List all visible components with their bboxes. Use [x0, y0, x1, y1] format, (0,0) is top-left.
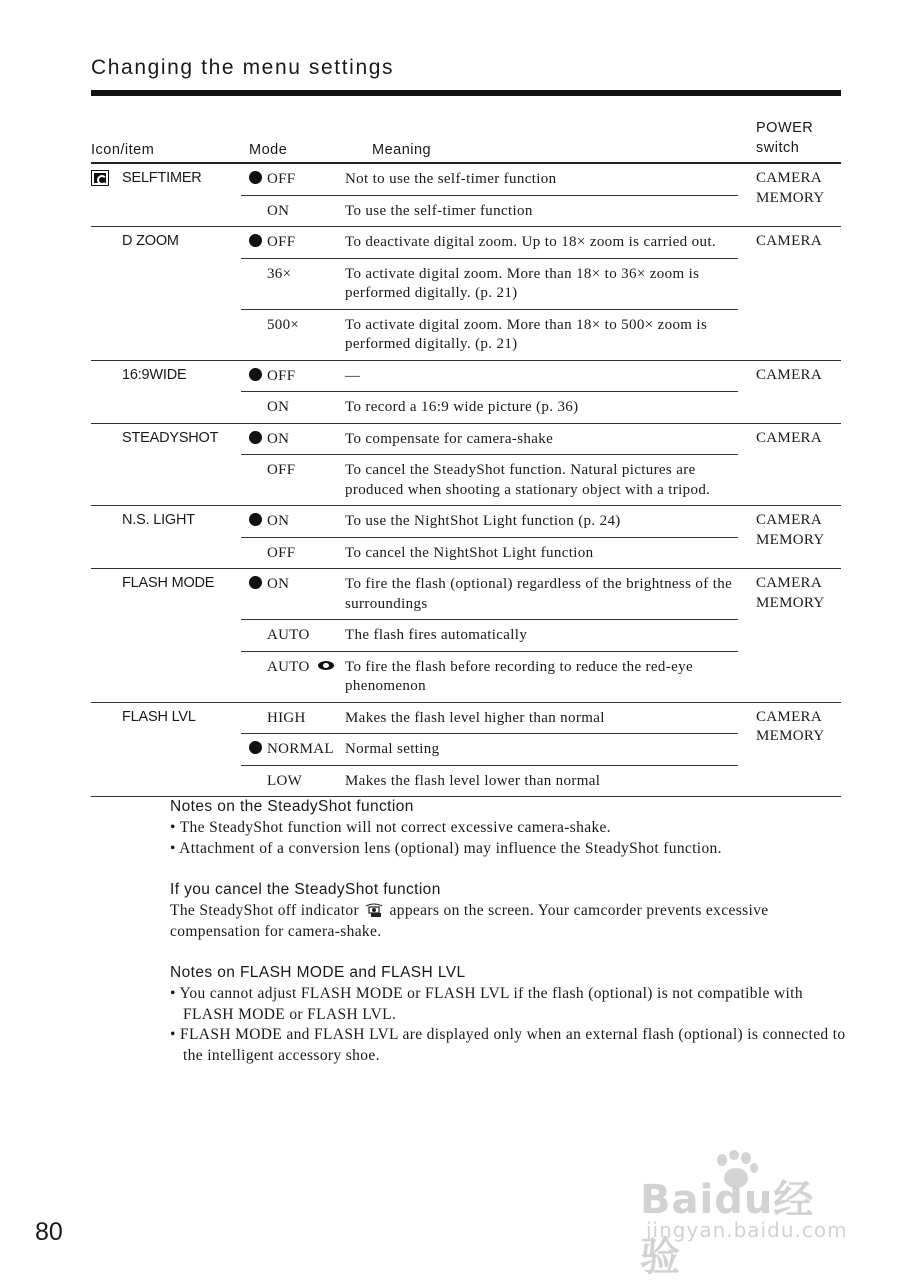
power-switch	[756, 169, 824, 208]
default-dot-icon	[249, 513, 262, 526]
power-mode: CAMERA	[756, 233, 822, 249]
page-title: Changing the menu settings	[91, 56, 395, 79]
meaning-cell: Makes the flash level higher than normal	[345, 709, 605, 726]
steadyshot-notes-heading: Notes on the SteadyShot function	[170, 798, 414, 815]
meaning-cell: To activate digital zoom. More than 18× to 500× zoom is performed digitally. (p. 21)	[345, 316, 708, 352]
mode-cell	[241, 709, 345, 729]
table-group	[91, 361, 841, 424]
table-group	[91, 227, 841, 361]
meaning-cell: —	[345, 367, 361, 384]
flash-notes-heading: Notes on FLASH MODE and FLASH LVL	[170, 964, 466, 981]
header-meaning: Meaning	[372, 142, 432, 158]
item-name: 16:9WIDE	[122, 366, 187, 383]
header-mode: Mode	[249, 142, 288, 158]
cancel-steadyshot-notes	[170, 881, 850, 942]
mode-label: OFF	[267, 234, 296, 250]
item-name: FLASH LVL	[122, 708, 196, 725]
meaning-cell: To activate digital zoom. More than 18× to 36× zoom is performed digitally. (p. 21)	[345, 265, 700, 301]
mode-cell	[241, 658, 345, 697]
meaning-cell: Normal setting	[345, 741, 440, 757]
mode-label: 500×	[267, 316, 300, 333]
meaning-cell: Makes the flash level lower than normal	[345, 772, 601, 789]
mode-label: OFF	[267, 462, 296, 478]
default-dot-icon	[249, 431, 262, 444]
meaning-cell: To use the self-timer function	[345, 202, 533, 219]
meaning-cell: To cancel the SteadyShot function. Natural pictures are produced when shooting a stationary object with a tripod.	[345, 462, 711, 498]
mode-label: OFF	[267, 367, 296, 384]
mode-cell	[241, 430, 345, 450]
power-mode: CAMERA	[756, 708, 822, 725]
flash-note-2: • FLASH MODE and FLASH LVL are displayed only when an external flash (optional) is connected to the intelligent accessory shoe.	[170, 1026, 846, 1064]
mode-cell	[241, 367, 345, 387]
mode-label: 36×	[267, 265, 292, 282]
baidu-watermark	[640, 1150, 850, 1280]
table-group	[91, 569, 841, 703]
mode-label: OFF	[267, 544, 296, 561]
default-dot-icon	[249, 741, 262, 754]
power-switch	[756, 511, 824, 550]
table-header	[91, 112, 841, 164]
meaning-cell: The flash fires automatically	[345, 627, 528, 643]
mode-cell	[241, 202, 345, 222]
power-mode: MEMORY	[756, 594, 825, 611]
power-switch	[756, 574, 824, 613]
mode-cell	[241, 740, 345, 760]
table-group	[91, 424, 841, 507]
mode-cell	[241, 512, 345, 532]
mode-cell	[241, 575, 345, 614]
title-rule	[91, 90, 841, 96]
mode-cell	[241, 265, 345, 304]
steadyshot-note-2: • Attachment of a conversion lens (optional) may influence the SteadyShot function.	[170, 839, 722, 857]
watermark-logo: Baidu经验	[640, 1177, 815, 1280]
power-switch	[756, 708, 824, 747]
header-power-line2: switch	[756, 140, 800, 156]
table-row	[241, 703, 738, 735]
item-name: N.S. LIGHT	[122, 512, 195, 528]
table-group	[91, 506, 841, 569]
table-row	[241, 227, 738, 259]
cancel-steadyshot-heading: If you cancel the SteadyShot function	[170, 881, 441, 898]
steadyshot-note-1: • The SteadyShot function will not correct excessive camera-shake.	[170, 819, 612, 836]
mode-label: OFF	[267, 171, 296, 187]
table-row	[241, 392, 738, 423]
mode-label: ON	[267, 202, 290, 219]
power-mode: CAMERA	[756, 366, 822, 383]
mode-cell	[241, 316, 345, 355]
mode-cell	[241, 544, 345, 564]
power-mode: CAMERA	[756, 429, 822, 446]
red-eye-icon	[318, 661, 334, 670]
table-body	[91, 164, 841, 797]
table-row	[241, 310, 738, 360]
flash-note-1: • You cannot adjust FLASH MODE or FLASH LVL if the flash (optional) is not compatible with FLASH MODE or FLASH LVL.	[170, 985, 803, 1023]
default-dot-icon	[249, 171, 262, 184]
table-row	[241, 455, 738, 505]
table-row	[241, 734, 738, 766]
item-name: FLASH MODE	[122, 575, 215, 591]
power-mode: MEMORY	[756, 728, 825, 744]
meaning-cell: To compensate for camera-shake	[345, 430, 554, 447]
steadyshot-notes	[170, 798, 850, 859]
meaning-cell: To fire the flash (optional) regardless of the brightness of the surroundings	[345, 576, 733, 612]
meaning-cell: To record a 16:9 wide picture (p. 36)	[345, 399, 579, 415]
power-switch	[756, 232, 822, 252]
mode-label: ON	[267, 399, 290, 415]
self-timer-icon	[91, 170, 109, 191]
table-row	[241, 538, 738, 569]
steadyshot-off-icon	[363, 903, 385, 917]
table-row	[241, 569, 738, 620]
table-row	[241, 196, 738, 227]
mode-cell	[241, 233, 345, 253]
table-row	[241, 620, 738, 652]
mode-label: HIGH	[267, 709, 306, 726]
page-number: 80	[35, 1218, 63, 1246]
mode-cell	[241, 170, 345, 190]
mode-cell	[241, 398, 345, 418]
table-group	[91, 703, 841, 798]
meaning-cell: To deactivate digital zoom. Up to 18× zoom is carried out.	[345, 234, 716, 250]
mode-label: AUTO	[267, 627, 310, 643]
watermark-url: jingyan.baidu.com	[646, 1218, 848, 1242]
table-group	[91, 164, 841, 227]
mode-cell	[241, 461, 345, 500]
header-icon-item: Icon/item	[91, 142, 155, 158]
flash-notes	[170, 964, 850, 1066]
mode-label: LOW	[267, 772, 303, 789]
meaning-cell: Not to use the self-timer function	[345, 171, 557, 187]
table-row	[241, 164, 738, 196]
mode-cell	[241, 772, 345, 792]
table-row	[241, 652, 738, 702]
mode-label: AUTO	[267, 658, 310, 675]
table-row	[241, 361, 738, 393]
mode-label: ON	[267, 513, 290, 529]
item-name: SELFTIMER	[122, 170, 202, 186]
power-mode: CAMERA	[756, 575, 822, 591]
cancel-steadyshot-text: The SteadyShot off indicator appears on the screen. Your camcorder prevents excessive compensation for camera-shake.	[170, 902, 769, 940]
power-mode: CAMERA	[756, 170, 822, 186]
meaning-cell: To use the NightShot Light function (p. 24)	[345, 513, 621, 529]
power-switch	[756, 429, 822, 449]
mode-cell	[241, 626, 345, 646]
item-name: D ZOOM	[122, 233, 179, 249]
power-mode: MEMORY	[756, 189, 825, 206]
power-mode: CAMERA	[756, 512, 822, 528]
mode-label: ON	[267, 576, 290, 592]
mode-label: ON	[267, 430, 290, 447]
header-power-switch	[756, 118, 813, 158]
table-row	[241, 424, 738, 456]
table-row	[241, 766, 738, 797]
header-power-line1: POWER	[756, 120, 814, 136]
table-row	[241, 506, 738, 538]
item-name: STEADYSHOT	[122, 429, 219, 446]
default-dot-icon	[249, 368, 262, 381]
meaning-cell: To fire the flash before recording to reduce the red-eye phenomenon	[345, 658, 693, 694]
default-dot-icon	[249, 234, 262, 247]
mode-label: NORMAL	[267, 741, 334, 757]
power-switch	[756, 366, 822, 386]
meaning-cell: To cancel the NightShot Light function	[345, 544, 594, 561]
menu-settings-table	[91, 112, 841, 797]
table-row	[241, 259, 738, 310]
default-dot-icon	[249, 576, 262, 589]
power-mode: MEMORY	[756, 531, 825, 548]
